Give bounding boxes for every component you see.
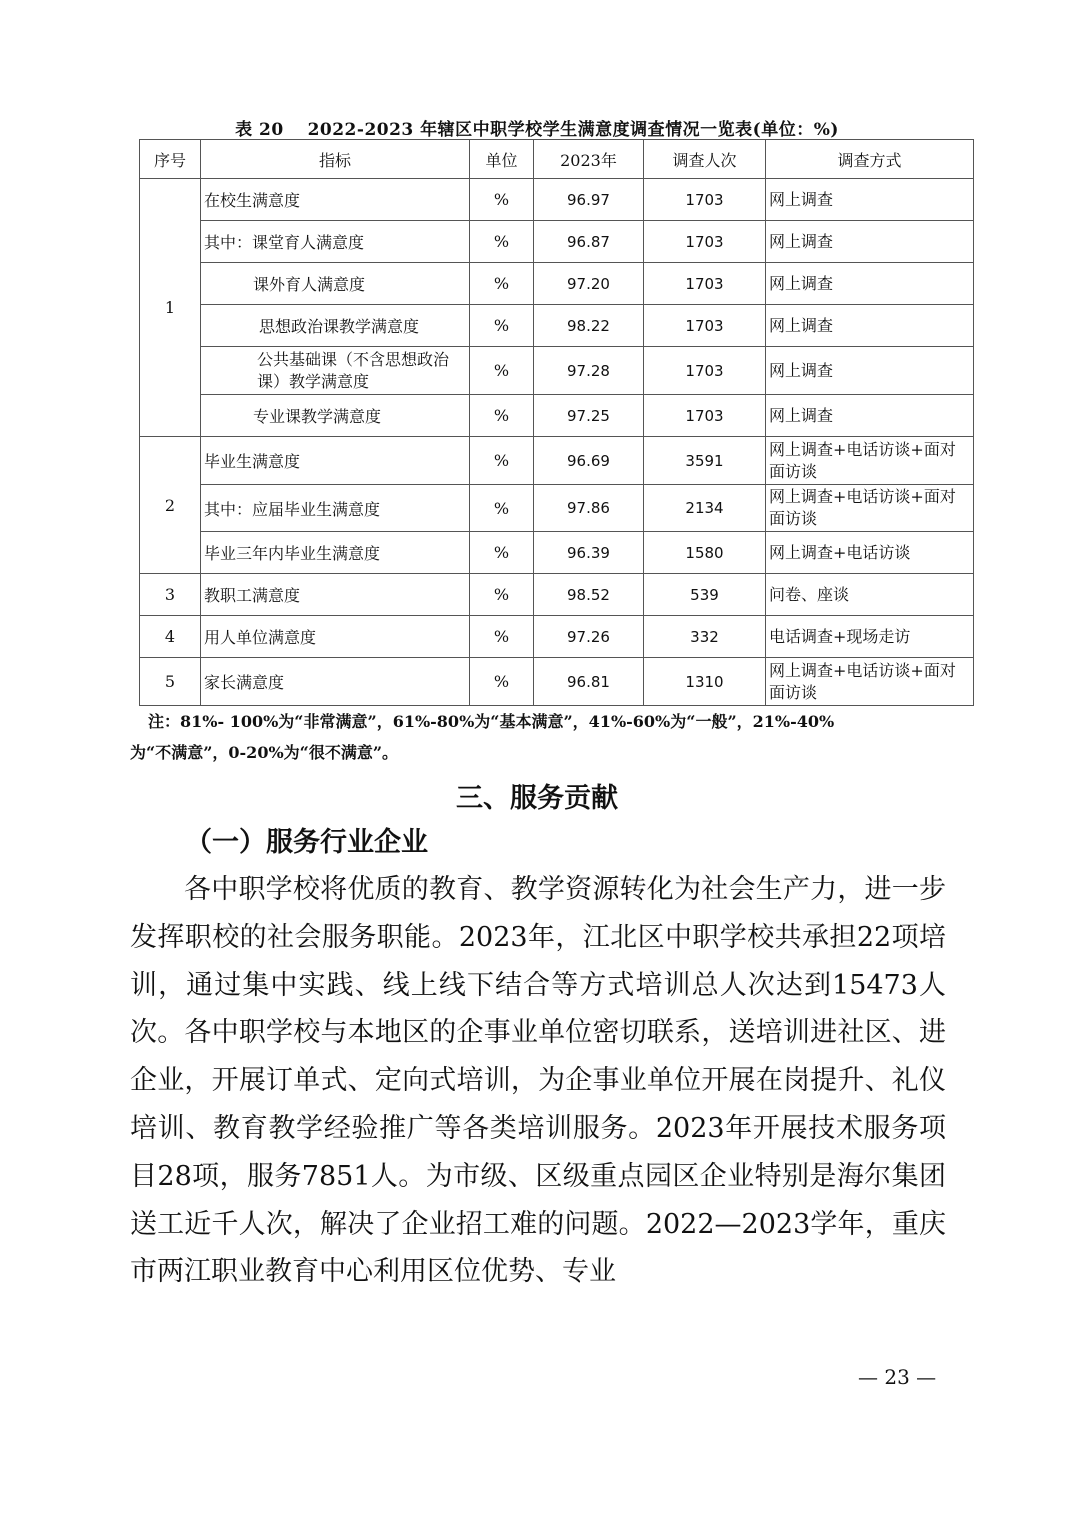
seq-cell: 5: [140, 658, 201, 706]
unit-cell: %: [470, 305, 534, 347]
count-cell: 1703: [644, 179, 766, 221]
table-row: [140, 395, 974, 437]
indicator-cell: 毕业三年内毕业生满意度: [201, 532, 470, 574]
seq-cell: 2: [140, 437, 201, 574]
table-row: [140, 616, 974, 658]
indicator-cell: 用人单位满意度: [201, 616, 470, 658]
count-cell: 2134: [644, 485, 766, 532]
unit-cell: %: [470, 532, 534, 574]
value-cell: 97.26: [534, 616, 644, 658]
count-cell: 1580: [644, 532, 766, 574]
indicator-cell: 思想政治课教学满意度: [201, 305, 470, 347]
header-method: 调查方式: [766, 140, 974, 179]
indicator-cell: 家长满意度: [201, 658, 470, 706]
indicator-cell: 毕业生满意度: [201, 437, 470, 485]
value-cell: 98.52: [534, 574, 644, 616]
header-indicator: 指标: [201, 140, 470, 179]
method-cell: 网上调查: [766, 179, 974, 221]
method-cell: 网上调查+电话访谈: [766, 532, 974, 574]
method-cell: 网上调查+电话访谈+面对面访谈: [766, 485, 974, 532]
indicator-cell: 其中：应届毕业生满意度: [201, 485, 470, 532]
indicator-cell: 公共基础课（不含思想政治课）教学满意度: [201, 347, 470, 395]
value-cell: 96.81: [534, 658, 644, 706]
count-cell: 332: [644, 616, 766, 658]
unit-cell: %: [470, 574, 534, 616]
count-cell: 3591: [644, 437, 766, 485]
value-cell: 98.22: [534, 305, 644, 347]
count-cell: 539: [644, 574, 766, 616]
method-cell: 网上调查: [766, 347, 974, 395]
indicator-cell: 专业课教学满意度: [201, 395, 470, 437]
table-note-line-2: 为“不满意”，0-20%为“很不满意”。: [130, 743, 399, 762]
method-cell: 网上调查+电话访谈+面对面访谈: [766, 658, 974, 706]
unit-cell: %: [470, 347, 534, 395]
method-cell: 问卷、座谈: [766, 574, 974, 616]
table-row: [140, 485, 974, 532]
count-cell: 1703: [644, 221, 766, 263]
page-number: — 23 —: [858, 1365, 937, 1389]
value-cell: 96.39: [534, 532, 644, 574]
satisfaction-table: [139, 139, 974, 706]
indicator-cell: 教职工满意度: [201, 574, 470, 616]
header-seq: 序号: [140, 140, 201, 179]
body-paragraph: 各中职学校将优质的教育、教学资源转化为社会生产力，进一步发挥职校的社会服务职能。2023年，江北区中职学校共承担22项培训，通过集中实践、线上线下结合等方式培训总人次达到15473人次。各中职学校与本地区的企事业单位密切联系，送培训进社区、进企业，开展订单式、定向式培训，为企事业单位开展在岗提升、礼仪培训、教育教学经验推广等各类培训服务。2023年开展技术服务项目28项，服务7851人。为市级、区级重点园区企业特别是海尔集团送工近千人次，解决了企业招工难的问题。2022—2023学年，重庆市两江职业教育中心利用区位优势、专业: [130, 874, 946, 1288]
method-cell: 网上调查: [766, 305, 974, 347]
method-cell: 电话调查+现场走访: [766, 616, 974, 658]
value-cell: 97.28: [534, 347, 644, 395]
count-cell: 1703: [644, 305, 766, 347]
table-caption: 表 20 2022-2023 年辖区中职学校学生满意度调查情况一览表(单位：%): [235, 120, 839, 140]
unit-cell: %: [470, 263, 534, 305]
table-header-row: [140, 140, 974, 179]
unit-cell: %: [470, 179, 534, 221]
seq-cell: 3: [140, 574, 201, 616]
value-cell: 97.86: [534, 485, 644, 532]
unit-cell: %: [470, 437, 534, 485]
header-unit: 单位: [470, 140, 534, 179]
indicator-cell: 其中：课堂育人满意度: [201, 221, 470, 263]
section-title: 三、服务贡献: [456, 783, 618, 814]
table-row: [140, 179, 974, 221]
unit-cell: %: [470, 616, 534, 658]
method-cell: 网上调查: [766, 221, 974, 263]
indicator-cell: 课外育人满意度: [201, 263, 470, 305]
count-cell: 1310: [644, 658, 766, 706]
indicator-cell: 在校生满意度: [201, 179, 470, 221]
subsection-title: （一）服务行业企业: [185, 827, 428, 858]
table-row: [140, 221, 974, 263]
table-note-line-1: 注：81%- 100%为“非常满意”，61%-80%为“基本满意”，41%-60%为“一般”，21%-40%: [148, 712, 835, 731]
unit-cell: %: [470, 485, 534, 532]
header-count: 调查人次: [644, 140, 766, 179]
unit-cell: %: [470, 658, 534, 706]
method-cell: 网上调查: [766, 395, 974, 437]
seq-cell: 1: [140, 179, 201, 437]
table-row: [140, 574, 974, 616]
count-cell: 1703: [644, 347, 766, 395]
value-cell: 96.97: [534, 179, 644, 221]
seq-cell: 4: [140, 616, 201, 658]
method-cell: 网上调查: [766, 263, 974, 305]
value-cell: 97.25: [534, 395, 644, 437]
table-row: [140, 658, 974, 706]
table-row: [140, 263, 974, 305]
table-row: [140, 532, 974, 574]
table-row: [140, 437, 974, 485]
value-cell: 97.20: [534, 263, 644, 305]
value-cell: 96.87: [534, 221, 644, 263]
count-cell: 1703: [644, 395, 766, 437]
table-row: [140, 347, 974, 395]
method-cell: 网上调查+电话访谈+面对面访谈: [766, 437, 974, 485]
count-cell: 1703: [644, 263, 766, 305]
header-year: 2023年: [534, 140, 644, 179]
value-cell: 96.69: [534, 437, 644, 485]
unit-cell: %: [470, 395, 534, 437]
table-row: [140, 305, 974, 347]
unit-cell: %: [470, 221, 534, 263]
